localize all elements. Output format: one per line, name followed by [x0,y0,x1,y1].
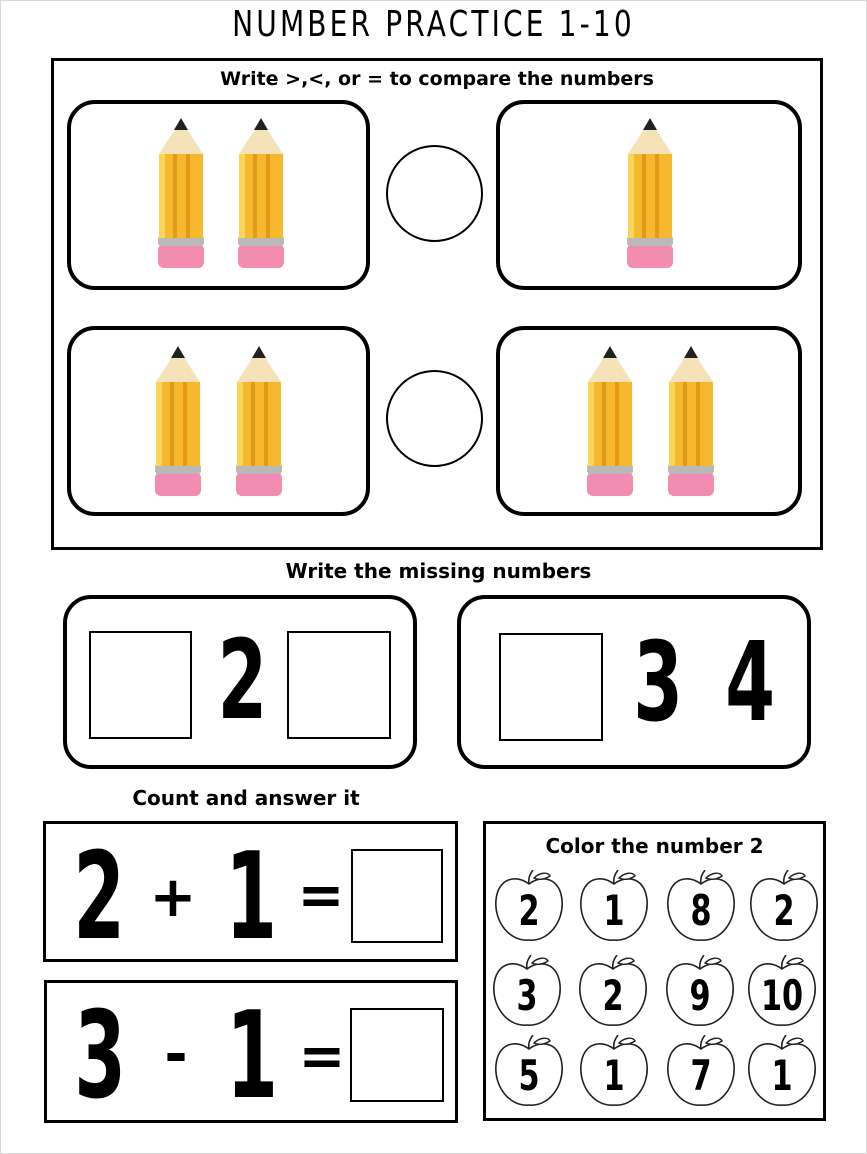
missing-card-1 [63,595,417,769]
equation-operand: 2 [73,828,126,967]
apple-item[interactable] [743,1035,821,1111]
apple-number: 5 [518,1051,540,1100]
apple-item[interactable] [575,1035,653,1111]
equation-card-1 [43,821,458,967]
compare-card-left-1 [67,100,370,290]
apple-item[interactable] [662,870,740,946]
pencil-icon [236,116,286,274]
apple-item[interactable] [745,870,823,946]
missing-answer-box[interactable] [89,631,192,739]
equation-operand: 1 [225,828,278,967]
apple-number: 1 [603,1051,625,1100]
equation-operator: + [149,865,197,930]
given-number: 3 [633,618,684,746]
pencil-icon [234,344,284,502]
pencil-icon [585,344,635,502]
apple-number: 10 [760,971,804,1020]
apple-number: 2 [518,886,540,935]
missing-answer-box[interactable] [287,631,391,739]
count-heading: Count and answer it [132,786,360,810]
given-number: 2 [217,616,268,744]
apple-number: 2 [773,886,795,935]
compare-answer-circle-2[interactable] [386,370,483,467]
missing-heading: Write the missing numbers [285,559,592,583]
apple-number: 9 [689,971,711,1020]
apple-item[interactable] [575,870,653,946]
equation-answer-box[interactable] [351,849,443,943]
apple-number: 1 [771,1051,793,1100]
equation-operand: 3 [74,987,127,1126]
apple-item[interactable] [574,955,652,1031]
apple-number: 3 [516,971,538,1020]
compare-heading: Write >,<, or = to compare the numbers [220,68,654,90]
compare-card-left-2 [67,326,370,516]
apple-item[interactable] [490,870,568,946]
apple-item[interactable] [743,955,821,1031]
pencil-icon [153,344,203,502]
page-title: NUMBER PRACTICE 1-10 [232,4,635,45]
apple-number: 1 [603,886,625,935]
missing-answer-box[interactable] [499,633,603,741]
compare-card-right-2 [496,326,802,516]
given-number: 4 [725,618,776,746]
apple-item[interactable] [490,1035,568,1111]
missing-card-2 [457,595,811,769]
compare-answer-circle-1[interactable] [386,145,483,242]
color-heading: Color the number 2 [545,834,764,858]
equation-operand: 1 [226,987,279,1126]
apple-number: 7 [690,1051,712,1100]
compare-card-right-1 [496,100,802,290]
pencil-icon [666,344,716,502]
pencil-icon [156,116,206,274]
pencil-icon [625,116,675,274]
equation-card-2 [44,980,458,1126]
equation-operator: - [164,1022,188,1087]
apple-item[interactable] [488,955,566,1031]
apple-number: 2 [602,971,624,1020]
equation-equals: = [297,863,345,928]
apple-item[interactable] [661,955,739,1031]
equation-answer-box[interactable] [350,1008,444,1102]
apple-number: 8 [690,886,712,935]
equation-equals: = [298,1024,346,1089]
apple-item[interactable] [662,1035,740,1111]
